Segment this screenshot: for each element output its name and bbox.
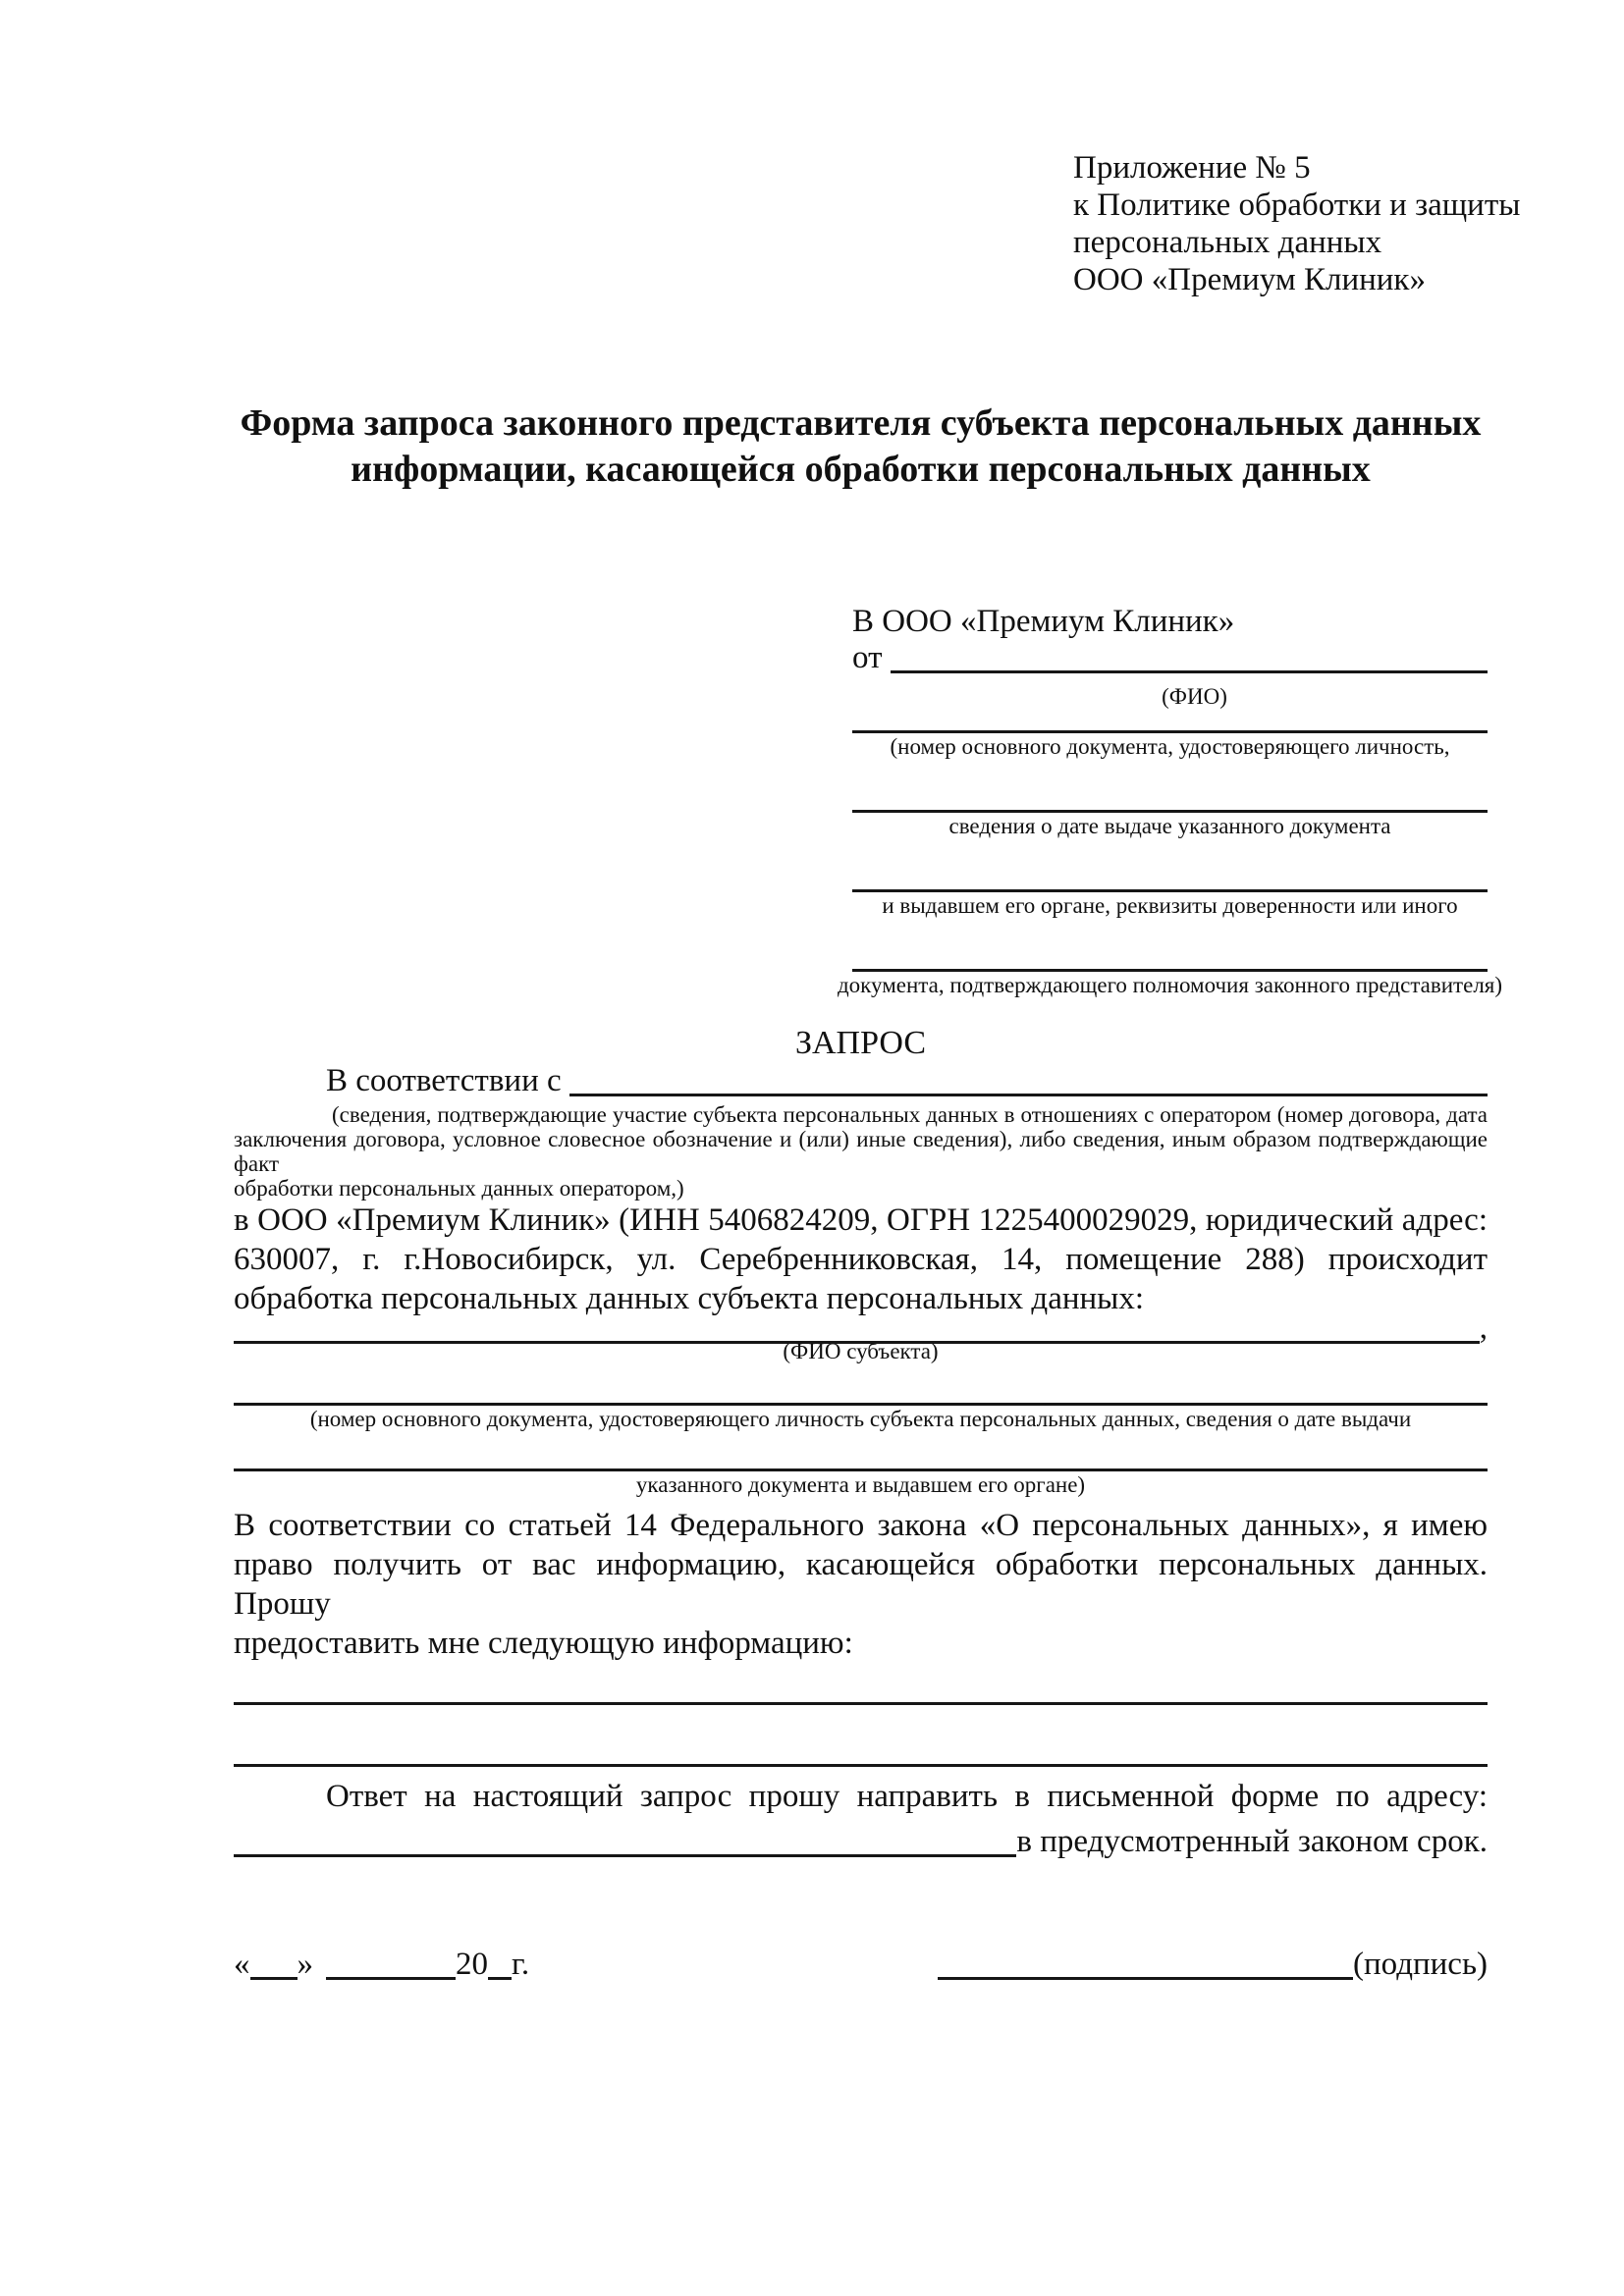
field-caption: и выдавшем его органе, реквизиты доверенности или иного [882, 893, 1458, 918]
header-line: ООО «Премиум Клиник» [1073, 262, 1426, 297]
law-paragraph-line: В соответствии со статьей 14 Федерального закона «О персональных данных», я имею [234, 1508, 1488, 1543]
answer-address-row [234, 1824, 1488, 1860]
signature-block [938, 1947, 1488, 1983]
addressee-block [837, 603, 1503, 998]
day-blank-line [250, 1976, 298, 1980]
operator-paragraph [234, 1201, 1488, 1318]
subject-fio-caption: (ФИО субъекта) [783, 1339, 939, 1363]
header-line: Приложение № 5 [1073, 150, 1311, 186]
fio-caption: (ФИО) [1162, 684, 1227, 709]
intro-caption-line: (сведения, подтверждающие участие субъекта персональных данных в отношениях с оператором (номер договора, дата [332, 1102, 1488, 1127]
answer-intro-line: Ответ на настоящий запрос прошу направить в письменной форме по адресу: [326, 1779, 1488, 1814]
page-title [234, 400, 1488, 493]
from-label: от [852, 640, 883, 675]
page-title-line: информации, касающейся обработки персональных данных [351, 449, 1371, 490]
quote-close: » [297, 1947, 313, 1982]
operator-paragraph-line: обработка персональных данных субъекта персональных данных: [234, 1281, 1144, 1316]
subject-document-caption: (номер основного документа, удостоверяющего личность субъекта персональных данных, сведения о дате выдачи [309, 1407, 1412, 1431]
issue-date-line [852, 760, 1488, 813]
year-suffix: г. [512, 1947, 530, 1982]
header-line: персональных данных [1073, 225, 1382, 260]
answer-address-line [234, 1853, 1016, 1857]
month-blank-line [326, 1976, 456, 1980]
operator-paragraph-line: в ООО «Премиум Клиник» (ИНН 5406824209, ОГРН 1225400029029, юридический адрес: [234, 1202, 1488, 1238]
year-prefix: 20 [456, 1947, 488, 1982]
answer-suffix: в предусмотренный законом срок. [1016, 1824, 1488, 1859]
subject-fio-row [234, 1310, 1488, 1346]
signature-line [938, 1976, 1353, 1980]
law-paragraph-line: право получить от вас информацию, касающейся обработки персональных данных. Прошу [234, 1547, 1488, 1622]
document-number-line [852, 710, 1488, 733]
law-paragraph-line: предоставить мне следующую информацию: [234, 1626, 853, 1661]
addressee-to: В ООО «Премиум Клиник» [852, 604, 1235, 639]
requested-info-line-1 [234, 1663, 1488, 1705]
intro-caption-paragraph [234, 1102, 1488, 1201]
subject-document-line [234, 1364, 1488, 1406]
comma: , [1479, 1310, 1488, 1346]
subject-fio-line [234, 1340, 1480, 1344]
from-row [852, 640, 1488, 683]
intro-caption-line: заключения договора, условное словесное обозначение и (или) иные сведения), либо сведения, иным образом подтверждающие факт [234, 1127, 1488, 1176]
quote-open: « [234, 1947, 250, 1982]
intro-caption-line: обработки персональных данных оператором,) [234, 1176, 684, 1201]
law-paragraph [234, 1506, 1488, 1663]
fio-blank-line [891, 669, 1489, 673]
page-title-line: Форма запроса законного представителя субъекта персональных данных [240, 402, 1482, 444]
issuing-authority-line [852, 839, 1488, 892]
operator-paragraph-line: 630007, г. г.Новосибирск, ул. Серебренниковская, 14, помещение 288) происходит [234, 1242, 1488, 1277]
date-block [234, 1947, 529, 1983]
year-blank-line [488, 1976, 512, 1980]
field-caption: (номер основного документа, удостоверяющего личность, [890, 734, 1450, 759]
intro-label: В соответствии с [326, 1063, 562, 1098]
header-line: к Политике обработки и защиты [1073, 187, 1521, 223]
footer-row [234, 1947, 1488, 1983]
intro-row [234, 1063, 1488, 1102]
field-caption: документа, подтверждающего полномочия законного представителя) [837, 973, 1503, 997]
header-block [1073, 149, 1521, 298]
authority-document-line [852, 919, 1488, 972]
requested-info-line-2 [234, 1705, 1488, 1767]
request-heading: ЗАПРОС [794, 1025, 927, 1061]
relation-details-line [569, 1093, 1488, 1096]
field-caption: сведения о дате выдаче указанного документа [948, 814, 1391, 838]
signature-caption: (подпись) [1353, 1947, 1488, 1982]
subject-document-line-2 [234, 1432, 1488, 1471]
subject-document-caption-2: указанного документа и выдавшем его органе) [635, 1472, 1086, 1497]
